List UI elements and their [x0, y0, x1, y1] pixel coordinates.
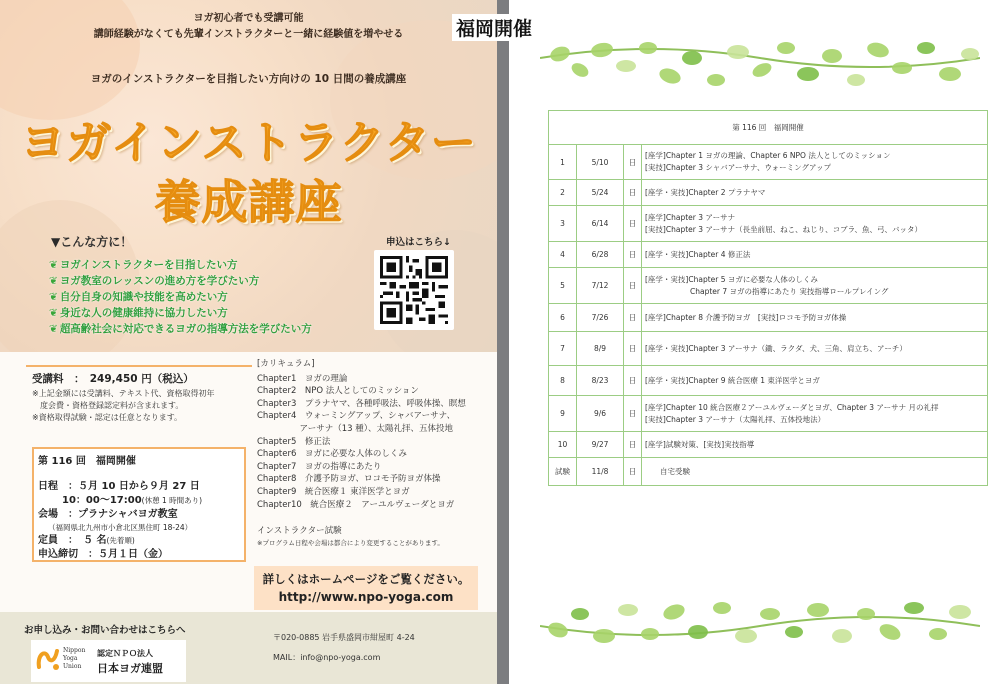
leaf-icon: ❦: [49, 323, 58, 335]
content-line: [座学]Chapter 3 アーサナ: [645, 212, 736, 222]
contact-footer: [0, 612, 497, 684]
divider: [26, 365, 252, 367]
content-line: Chapter 7 ヨガの指導にあたり 実技指導ロールプレイング: [645, 286, 889, 296]
email-address[interactable]: MAIL：info@npo-yoga.com: [273, 653, 381, 662]
content-line: [座学]試験対策、[実技]実技指導: [645, 439, 755, 449]
change-note: ※プログラム日程や会場は都合により変更することがあります。: [257, 538, 444, 547]
session-weekday: 日: [624, 304, 642, 332]
session-date: 8/23: [577, 366, 624, 396]
list-item: ❦ ヨガ教室のレッスンの進め方を学びたい方: [49, 275, 260, 287]
fee-amount: 受講料 ： 249,450 円（税込）: [32, 373, 194, 385]
leaf-icon: ❦: [49, 259, 58, 271]
session-weekday: 日: [624, 458, 642, 486]
session-heading: 第 116 回 福岡開催: [38, 456, 136, 467]
session-date: 7/12: [577, 268, 624, 304]
leaf-garland-decoration: [540, 586, 980, 650]
fee-note: 度会費・資格登録認定料が含まれます。: [32, 401, 184, 410]
hero-banner: ヨガ初心者でも受講可能 講師経験がなくても先輩インストラクターと一緒に経験値を増やせる ヨガのインストラクターを目指したい方向けの 10 日間の養成講座 ヨガインストラクター 養成講座 ▼こんな方に！ ❦ ヨガインストラクターを目指したい方 ❦ ヨガ教室のレッスンの進め方を学びたい方 ❦ 自分自身の知識や技能を高めたい方 ❦ 身近な人の健康維持に協力したい方 ❦ 超高齢社会に対応できるヨガの指導方法を学びたい方 申込はこちら↓: [0, 0, 497, 352]
exam-label: インストラクター試験: [257, 526, 342, 537]
tagline-beginner: ヨガ初心者でも受講可能: [193, 13, 304, 24]
session-content: [642, 268, 988, 304]
table-header-row: [549, 111, 988, 145]
organization-logo: [31, 640, 186, 682]
list-item: ❦ 超高齢社会に対応できるヨガの指導方法を学びたい方: [49, 323, 312, 335]
fee-note: ※資格取得試験・認定は任意となります。: [32, 413, 183, 422]
session-content: [642, 304, 988, 332]
session-date: 5/10: [577, 145, 624, 180]
content-line: [座学]Chapter 8 介護予防ヨガ [実技]ロコモ予防ヨガ体操: [645, 312, 847, 322]
content-line: [実技]Chapter 3 アーサナ（太陽礼拝、五体投地法）: [645, 414, 826, 424]
session-venue-address: （福岡県北九州市小倉北区黒住町 18-24）: [48, 523, 193, 532]
session-date: 5/24: [577, 180, 624, 206]
curriculum-item: Chapter2 NPO 法人としてのミッション: [257, 386, 419, 397]
curriculum-item: アーサナ（13 種）、太陽礼拝、五体投地: [257, 423, 454, 434]
session-deadline: 申込締切 ：５月１日（金）: [38, 549, 168, 560]
target-list: [49, 257, 312, 337]
session-weekday: 日: [624, 180, 642, 206]
session-content: [642, 206, 988, 242]
session-date: 9/27: [577, 432, 624, 458]
list-item: ❦ 身近な人の健康維持に協力したい方: [49, 307, 228, 319]
session-content: [642, 432, 988, 458]
leaf-icon: ❦: [49, 275, 58, 287]
logo-org-name: 日本ヨガ連盟: [97, 662, 163, 675]
session-weekday: 日: [624, 268, 642, 304]
apply-label: 申込はこちら↓: [386, 237, 451, 248]
curriculum-item: Chapter8 介護予防ヨガ、ロコモ予防ヨガ体操: [257, 474, 441, 485]
curriculum-item: Chapter4 ウォーミングアップ、シャバアーサナ、: [257, 411, 456, 422]
table-row: [549, 366, 988, 396]
session-content: [642, 145, 988, 180]
table-row: [549, 458, 988, 486]
session-weekday: 日: [624, 332, 642, 366]
content-line: [実技]Chapter 3 シャバアーサナ、ウォーミングアップ: [645, 163, 832, 172]
table-row: [549, 180, 988, 206]
session-number: 5: [549, 268, 577, 304]
postal-address: 〒020-0885 岩手県盛岡市紺屋町 4-24: [273, 633, 415, 642]
curriculum-item: Chapter10 統合医療２ アーユルヴェーダとヨガ: [257, 499, 455, 510]
session-weekday: 日: [624, 396, 642, 432]
session-number: 4: [549, 242, 577, 268]
qr-code-icon: [380, 256, 448, 324]
tagline-course: ヨガのインストラクターを目指したい方向けの 10 日間の養成講座: [90, 73, 407, 85]
session-number: 試験: [549, 458, 577, 486]
page-title: 福岡開催: [452, 14, 536, 41]
table-row: [549, 242, 988, 268]
session-number: 7: [549, 332, 577, 366]
table-row: [549, 206, 988, 242]
website-link[interactable]: http://www.npo-yoga.com: [278, 590, 454, 604]
session-dates: 日程 ：５月 10 日から９月 27 日: [38, 481, 200, 492]
content-line: [実技]Chapter 3 アーサナ（長坐前屈、ねこ、ねじり、コブラ、魚、弓、バッタ）: [645, 224, 923, 234]
fee-section: [32, 369, 246, 439]
page-divider: [497, 0, 509, 684]
session-weekday: 日: [624, 206, 642, 242]
leaf-icon: ❦: [49, 307, 58, 319]
content-line: [座学・実技]Chapter 2 プラナヤマ: [645, 187, 766, 197]
session-date: 6/28: [577, 242, 624, 268]
content-line: [座学]Chapter 1 ヨガの理論、Chapter 6 NPO 法人としてのミッション: [645, 151, 891, 160]
curriculum-item: Chapter9 統合医療１ 東洋医学とヨガ: [257, 486, 410, 497]
content-line: [座学・実技]Chapter 9 統合医療 1 東洋医学とヨガ: [645, 375, 820, 385]
session-date: 8/9: [577, 332, 624, 366]
session-number: 8: [549, 366, 577, 396]
logo-english-text: Nippon Yoga Union: [63, 647, 86, 670]
content-line: [座学]Chapter 10 統合医療２アーユルヴェーダとヨガ、Chapter 3 アーサナ 月の礼拝: [645, 402, 939, 412]
session-content: [642, 180, 988, 206]
target-heading: ▼こんな方に！: [51, 235, 133, 249]
curriculum-item: Chapter6 ヨガに必要な人体のしくみ: [257, 449, 407, 460]
session-venue: 会場 ：プラナシャバヨガ教室: [38, 509, 178, 520]
table-row: [549, 268, 988, 304]
table-row: [549, 304, 988, 332]
curriculum-item: Chapter7 ヨガの指導にあたり: [257, 461, 382, 472]
session-number: 9: [549, 396, 577, 432]
curriculum-item: Chapter5 修正法: [257, 436, 331, 447]
session-info-box: [32, 447, 246, 562]
session-weekday: 日: [624, 145, 642, 180]
tagline-experience: 講師経験がなくても先輩インストラクターと一緒に経験値を増やせる: [93, 29, 404, 40]
website-banner: [254, 566, 478, 610]
session-content: [642, 366, 988, 396]
logo-npo-label: 認定ＮＰＯ法人: [97, 649, 153, 658]
contact-heading: お申し込み・お問い合わせはこちらへ: [24, 625, 186, 636]
content-line: [座学・実技]Chapter 5 ヨガに必要な人体のしくみ: [645, 274, 818, 284]
schedule-table: [548, 110, 988, 486]
flyer-page: [0, 0, 497, 684]
curriculum-heading: [カリキュラム]: [257, 359, 315, 369]
session-capacity: 定員 ： ５ 名(先着順): [38, 535, 135, 546]
leaf-garland-decoration: [540, 36, 980, 100]
table-row: [549, 432, 988, 458]
content-line: [座学・実技]Chapter 3 アーサナ（鋤、ラクダ、犬、三角、肩立ち、アーチ）: [645, 343, 907, 353]
curriculum-item: Chapter3 プラナヤマ、各種呼吸法、呼吸体操、瞑想: [257, 398, 466, 409]
table-row: [549, 396, 988, 432]
curriculum-item: Chapter1 ヨガの理論: [257, 373, 348, 384]
content-line: [座学・実技]Chapter 4 修正法: [645, 249, 751, 259]
session-date: 11/8: [577, 458, 624, 486]
session-number: 6: [549, 304, 577, 332]
yoga-union-logo-icon: [35, 645, 61, 673]
session-number: 10: [549, 432, 577, 458]
list-item: ❦ 自分自身の知識や技能を高めたい方: [49, 291, 228, 303]
session-content: [642, 396, 988, 432]
session-time: 10：00～17:00(休憩 1 時間あり): [62, 495, 203, 506]
session-weekday: 日: [624, 242, 642, 268]
list-item: ❦ ヨガインストラクターを目指したい方: [49, 259, 238, 271]
content-line: 自宅受験: [645, 466, 690, 476]
session-weekday: 日: [624, 432, 642, 458]
leaf-icon: ❦: [49, 291, 58, 303]
fee-note: ※上記金額には受講料、テキスト代、資格取得初年: [32, 389, 215, 398]
session-date: 9/6: [577, 396, 624, 432]
session-content: [642, 332, 988, 366]
session-date: 7/26: [577, 304, 624, 332]
table-row: [549, 145, 988, 180]
website-prompt: 詳しくはホームページをご覧ください。: [262, 572, 470, 586]
session-weekday: 日: [624, 366, 642, 396]
qr-code[interactable]: [374, 250, 454, 330]
session-date: 6/14: [577, 206, 624, 242]
table-title: 第 116 回 福岡開催: [549, 111, 988, 145]
session-content: [642, 242, 988, 268]
curriculum: [257, 358, 492, 548]
session-number: 2: [549, 180, 577, 206]
session-number: 1: [549, 145, 577, 180]
session-number: 3: [549, 206, 577, 242]
table-row: [549, 332, 988, 366]
session-content: [642, 458, 988, 486]
